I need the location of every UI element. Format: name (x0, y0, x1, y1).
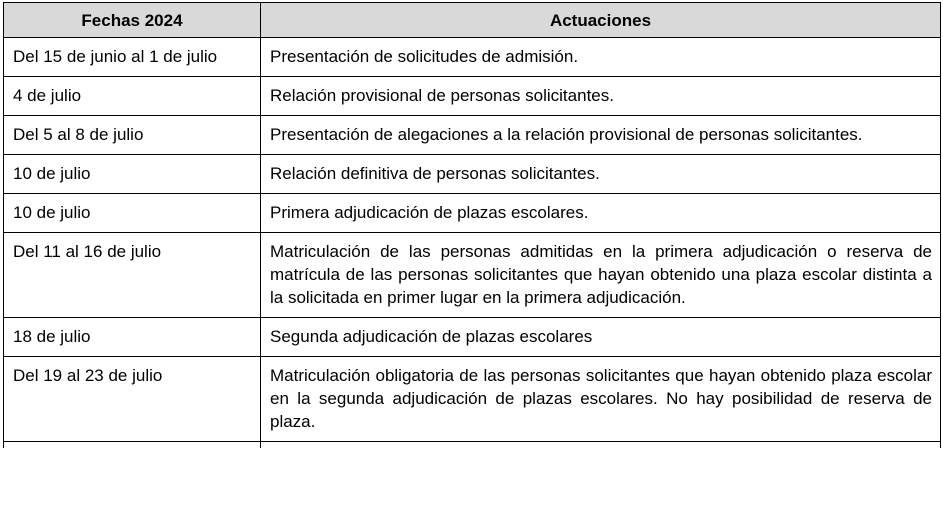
action-cell: Matriculación obligatoria de las personas solicitantes que hayan obtenido plaza escolar en la segunda adjudicación de plazas escolares. No hay posibilidad de reserva de plaza. (261, 357, 941, 442)
table-row (4, 155, 941, 194)
date-cell: 10 de julio (4, 194, 261, 233)
empty-cell (261, 442, 941, 449)
table-row (4, 77, 941, 116)
date-cell: 4 de julio (4, 77, 261, 116)
table-row-continuation (4, 442, 941, 449)
table-header-row (4, 3, 941, 38)
date-cell: 18 de julio (4, 318, 261, 357)
action-cell: Presentación de alegaciones a la relación provisional de personas solicitantes. (261, 116, 941, 155)
action-cell: Segunda adjudicación de plazas escolares (261, 318, 941, 357)
action-cell: Matriculación de las personas admitidas en la primera adjudicación o reserva de matrícula de las personas solicitantes que hayan obtenido una plaza escolar distinta a la solicitada en primer lugar en la primera adjudicación. (261, 233, 941, 318)
header-dates: Fechas 2024 (4, 3, 261, 38)
action-cell: Presentación de solicitudes de admisión. (261, 38, 941, 77)
header-actions: Actuaciones (261, 3, 941, 38)
action-cell: Relación definitiva de personas solicitantes. (261, 155, 941, 194)
table-row (4, 318, 941, 357)
schedule-table (3, 2, 941, 448)
empty-cell (4, 442, 261, 449)
table-row (4, 233, 941, 318)
date-cell: Del 11 al 16 de julio (4, 233, 261, 318)
date-cell: 10 de julio (4, 155, 261, 194)
date-cell: Del 5 al 8 de julio (4, 116, 261, 155)
action-cell: Relación provisional de personas solicitantes. (261, 77, 941, 116)
table-row (4, 116, 941, 155)
table-row (4, 38, 941, 77)
action-cell: Primera adjudicación de plazas escolares. (261, 194, 941, 233)
date-cell: Del 19 al 23 de julio (4, 357, 261, 442)
date-cell: Del 15 de junio al 1 de julio (4, 38, 261, 77)
table-row (4, 357, 941, 442)
schedule-table-container (3, 2, 940, 448)
table-row (4, 194, 941, 233)
